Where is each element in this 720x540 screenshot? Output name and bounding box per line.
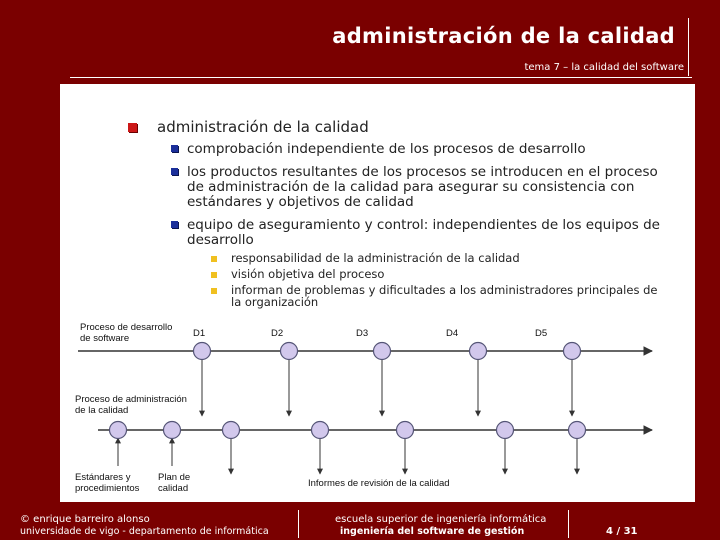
deliverable-label: D5 [535,328,548,339]
footer-author: © enrique barreiro alonso [20,514,150,525]
qa-node [164,422,181,439]
qa-process-label: Proceso de administración [75,394,187,405]
qa-node [569,422,586,439]
standards-label: Estándares y [75,472,131,483]
bullet-text-line: estándares y objetivos de calidad [187,194,414,210]
slide-subtitle: tema 7 – la calidad del software [524,62,684,73]
plan-label: calidad [158,483,189,494]
qa-node [497,422,514,439]
content-heading: administración de la calidad [157,118,369,136]
subbullet-text-line: la organización [231,295,319,309]
footer-course: ingeniería del software de gestión [340,526,525,537]
plan-label: Plan de [158,472,191,483]
dev-process-label: de software [80,333,130,344]
subbullet-text-line: informan de problemas y dificultades a los administradores principales de [231,283,658,297]
deliverable-label: D4 [446,328,459,339]
footer-school: escuela superior de ingeniería informática [335,514,547,525]
dev-node [281,343,298,360]
slide-title: administración de la calidad [332,24,675,48]
qa-node [397,422,414,439]
deliverable-label: D3 [356,328,369,339]
bullet-text: comprobación independiente de los procesos de desarrollo [187,141,586,157]
standards-label: procedimientos [75,483,140,494]
bullet-text-line: de administración de la calidad para asegurar su consistencia con [187,179,635,195]
bullet-text-line: los productos resultantes de los procesos se introducen en el proceso [187,164,658,180]
subbullet-text: visión objetiva del proceso [231,267,385,281]
footer-department: universidade de vigo - departamento de informática [20,526,269,537]
bullet-text-line: desarrollo [187,232,254,248]
qa-node [223,422,240,439]
footer-divider [568,510,569,538]
qa-node [110,422,127,439]
dev-node [194,343,211,360]
qa-process-label: de la calidad [75,405,129,416]
qa-node [312,422,329,439]
subbullet-text: responsabilidad de la administración de la calidad [231,251,520,265]
dev-node [564,343,581,360]
bullet-text-line: equipo de aseguramiento y control: independientes de los equipos de [187,217,660,233]
deliverable-label: D1 [193,328,206,339]
dev-process-label: Proceso de desarrollo [80,322,173,333]
footer-divider [298,510,299,538]
page-number: 4 / 31 [606,526,638,537]
dev-node [374,343,391,360]
deliverable-label: D2 [271,328,284,339]
dev-node [470,343,487,360]
reports-label: Informes de revisión de la calidad [308,478,450,489]
